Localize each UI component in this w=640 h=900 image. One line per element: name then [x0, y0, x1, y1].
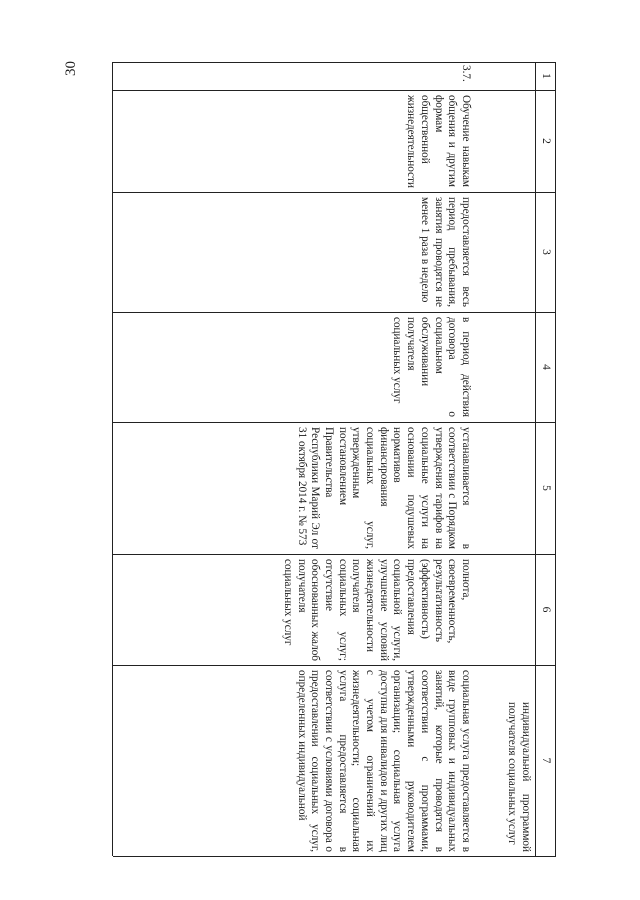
column-divider: [113, 90, 556, 91]
quality-indicators: полнота, своевременность, результативность (эффективность) предоставления социальной услуги, улучшение условий жизнедеятельности получателя социальных услуг; отсутствие обоснованных жалоб получателя социальных услуг: [281, 559, 472, 661]
table-bottom-border: [112, 62, 113, 856]
column-number: 6: [540, 606, 552, 613]
service-volume: предоставляется весь период пребывания, занятия проводятся не менее 1 раза в неделю: [418, 197, 472, 307]
column-number: 2: [540, 138, 552, 144]
column-divider: [113, 312, 556, 313]
service-conditions: социальная услуга предоставляется в виде групповых и индивидуальных занятий, которые проводятся в соответствии с программами, утвержденными руководителем организации; социальная услуга доступна для инвалидов и других лиц с учетом ограничений их жизнедеятельности; социальная услуга предоставляется в соответствии с условиями договора о предоставлении социальных услуг, определенных индивидуальной: [295, 670, 472, 852]
services-table: [113, 62, 556, 856]
column-divider: [113, 62, 556, 63]
service-period: в период действия договора о социальном обслуживании получателя социальных услуг: [391, 317, 472, 417]
column-divider: [113, 665, 556, 666]
service-tariff: устанавливается в соответствии с Порядком утверждения тарифов на социальные услуги на основании подушевых нормативов финансирования социальных услуг, утвержденным постановлением Правительства Республики Марий Эл от 31 октября 2014 г. № 573: [295, 427, 472, 549]
column-number: 5: [540, 485, 552, 491]
page-number: 30: [63, 61, 79, 76]
column-number: 4: [540, 364, 552, 370]
column-divider: [113, 554, 556, 555]
column-number: 1: [540, 73, 552, 79]
continuation-text: индивидуальной программой получателя социальных услуг: [506, 702, 532, 852]
column-number: 7: [540, 757, 552, 764]
column-divider: [113, 422, 556, 423]
column-divider: [113, 856, 556, 857]
column-number: 3: [540, 249, 552, 255]
row-number: 3.7.: [460, 65, 472, 82]
service-name: Обучение навыкам общения и другим формам общественной жизнедеятельности: [405, 95, 472, 188]
column-divider: [113, 192, 556, 193]
